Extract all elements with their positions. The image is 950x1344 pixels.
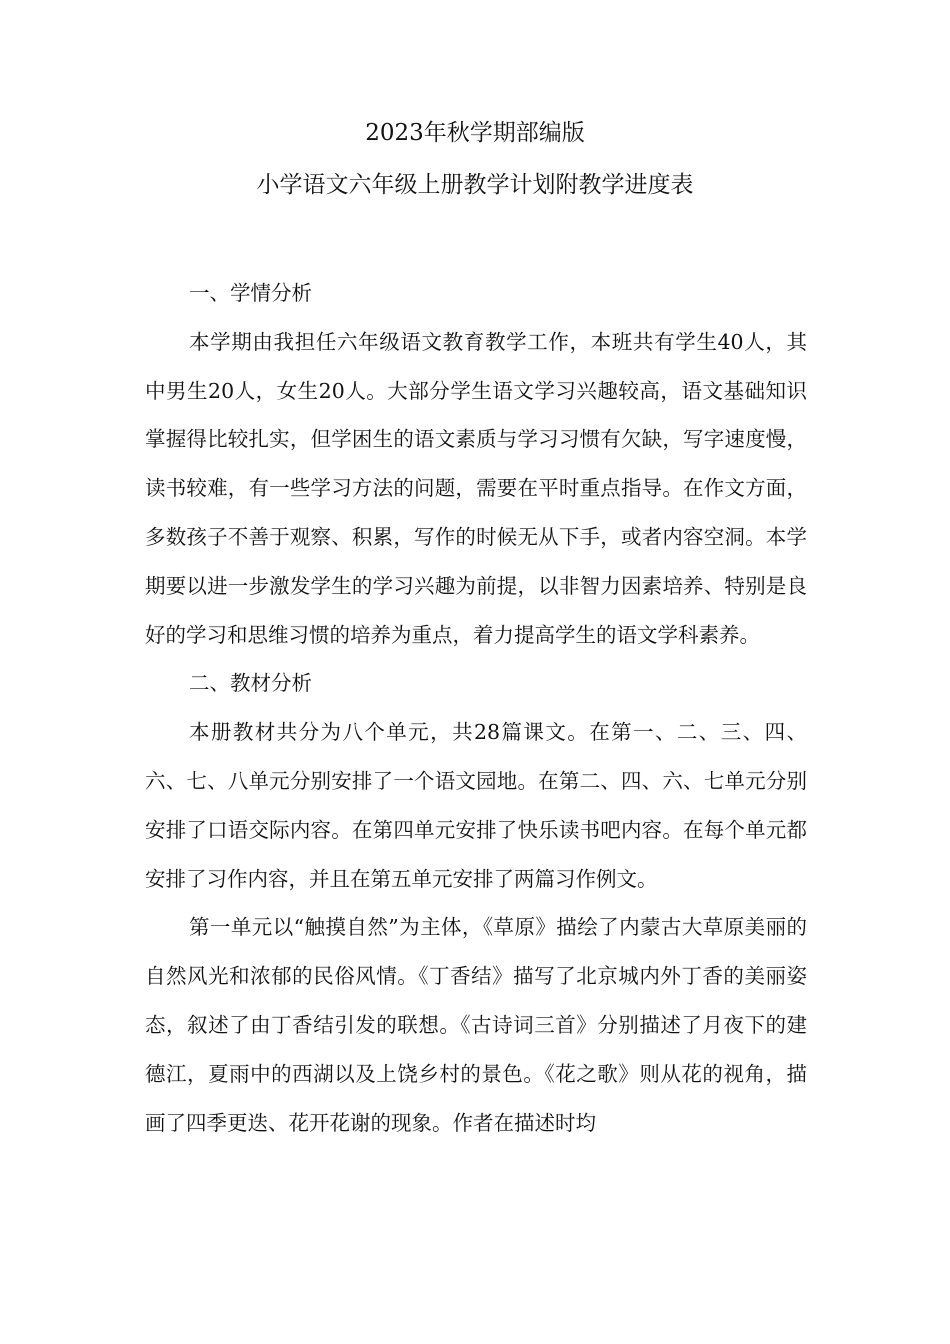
paragraph-situation: 本学期由我担任六年级语文教育教学工作，本班共有学生40人，其中男生20人，女生20人。大部分学生语文学习兴趣较高，语文基础知识掌握得比较扎实，但学困生的语文素质与学习习惯有欠缺，写字速度慢，读书较难，有一些学习方法的问题，需要在平时重点指导。在作文方面，多数孩子不善于观察、积累，写作的时候无从下手，或者内容空洞。本学期要以进一步激发学生的学习兴趣为前提，以非智力因素培养、特别是良好的学习和思维习惯的培养为重点，着力提高学生的语文学科素养。: [145, 329, 807, 647]
document-body: [145, 269, 807, 1147]
document-title-line1: 2023年秋学期部编版: [365, 120, 585, 146]
section-heading-textbook: 二、教材分析: [189, 671, 312, 696]
document-title-line2: 小学语文六年级上册教学计划附教学进度表: [256, 172, 694, 198]
paragraph-unit-one: 第一单元以“触摸自然”为主体，《草原》描绘了内蒙古大草原美丽的自然风光和浓郁的民俗风情。《丁香结》描写了北京城内外丁香的美丽姿态，叙述了由丁香结引发的联想。《古诗词三首》分别描述了月夜下的建德江，夏雨中的西湖以及上饶乡村的景色。《花之歌》则从花的视角，描画了四季更迭、花开花谢的现象。作者在描述时均: [145, 915, 807, 1135]
paragraph-textbook-overview: 本册教材共分为八个单元，共28篇课文。在第一、二、三、四、六、七、八单元分别安排了一个语文园地。在第二、四、六、七单元分别安排了口语交际内容。在第四单元安排了快乐读书吧内容。在每个单元都安排了习作内容，并且在第五单元安排了两篇习作例文。: [145, 720, 807, 891]
section-heading-situation: 一、学情分析: [189, 281, 312, 305]
